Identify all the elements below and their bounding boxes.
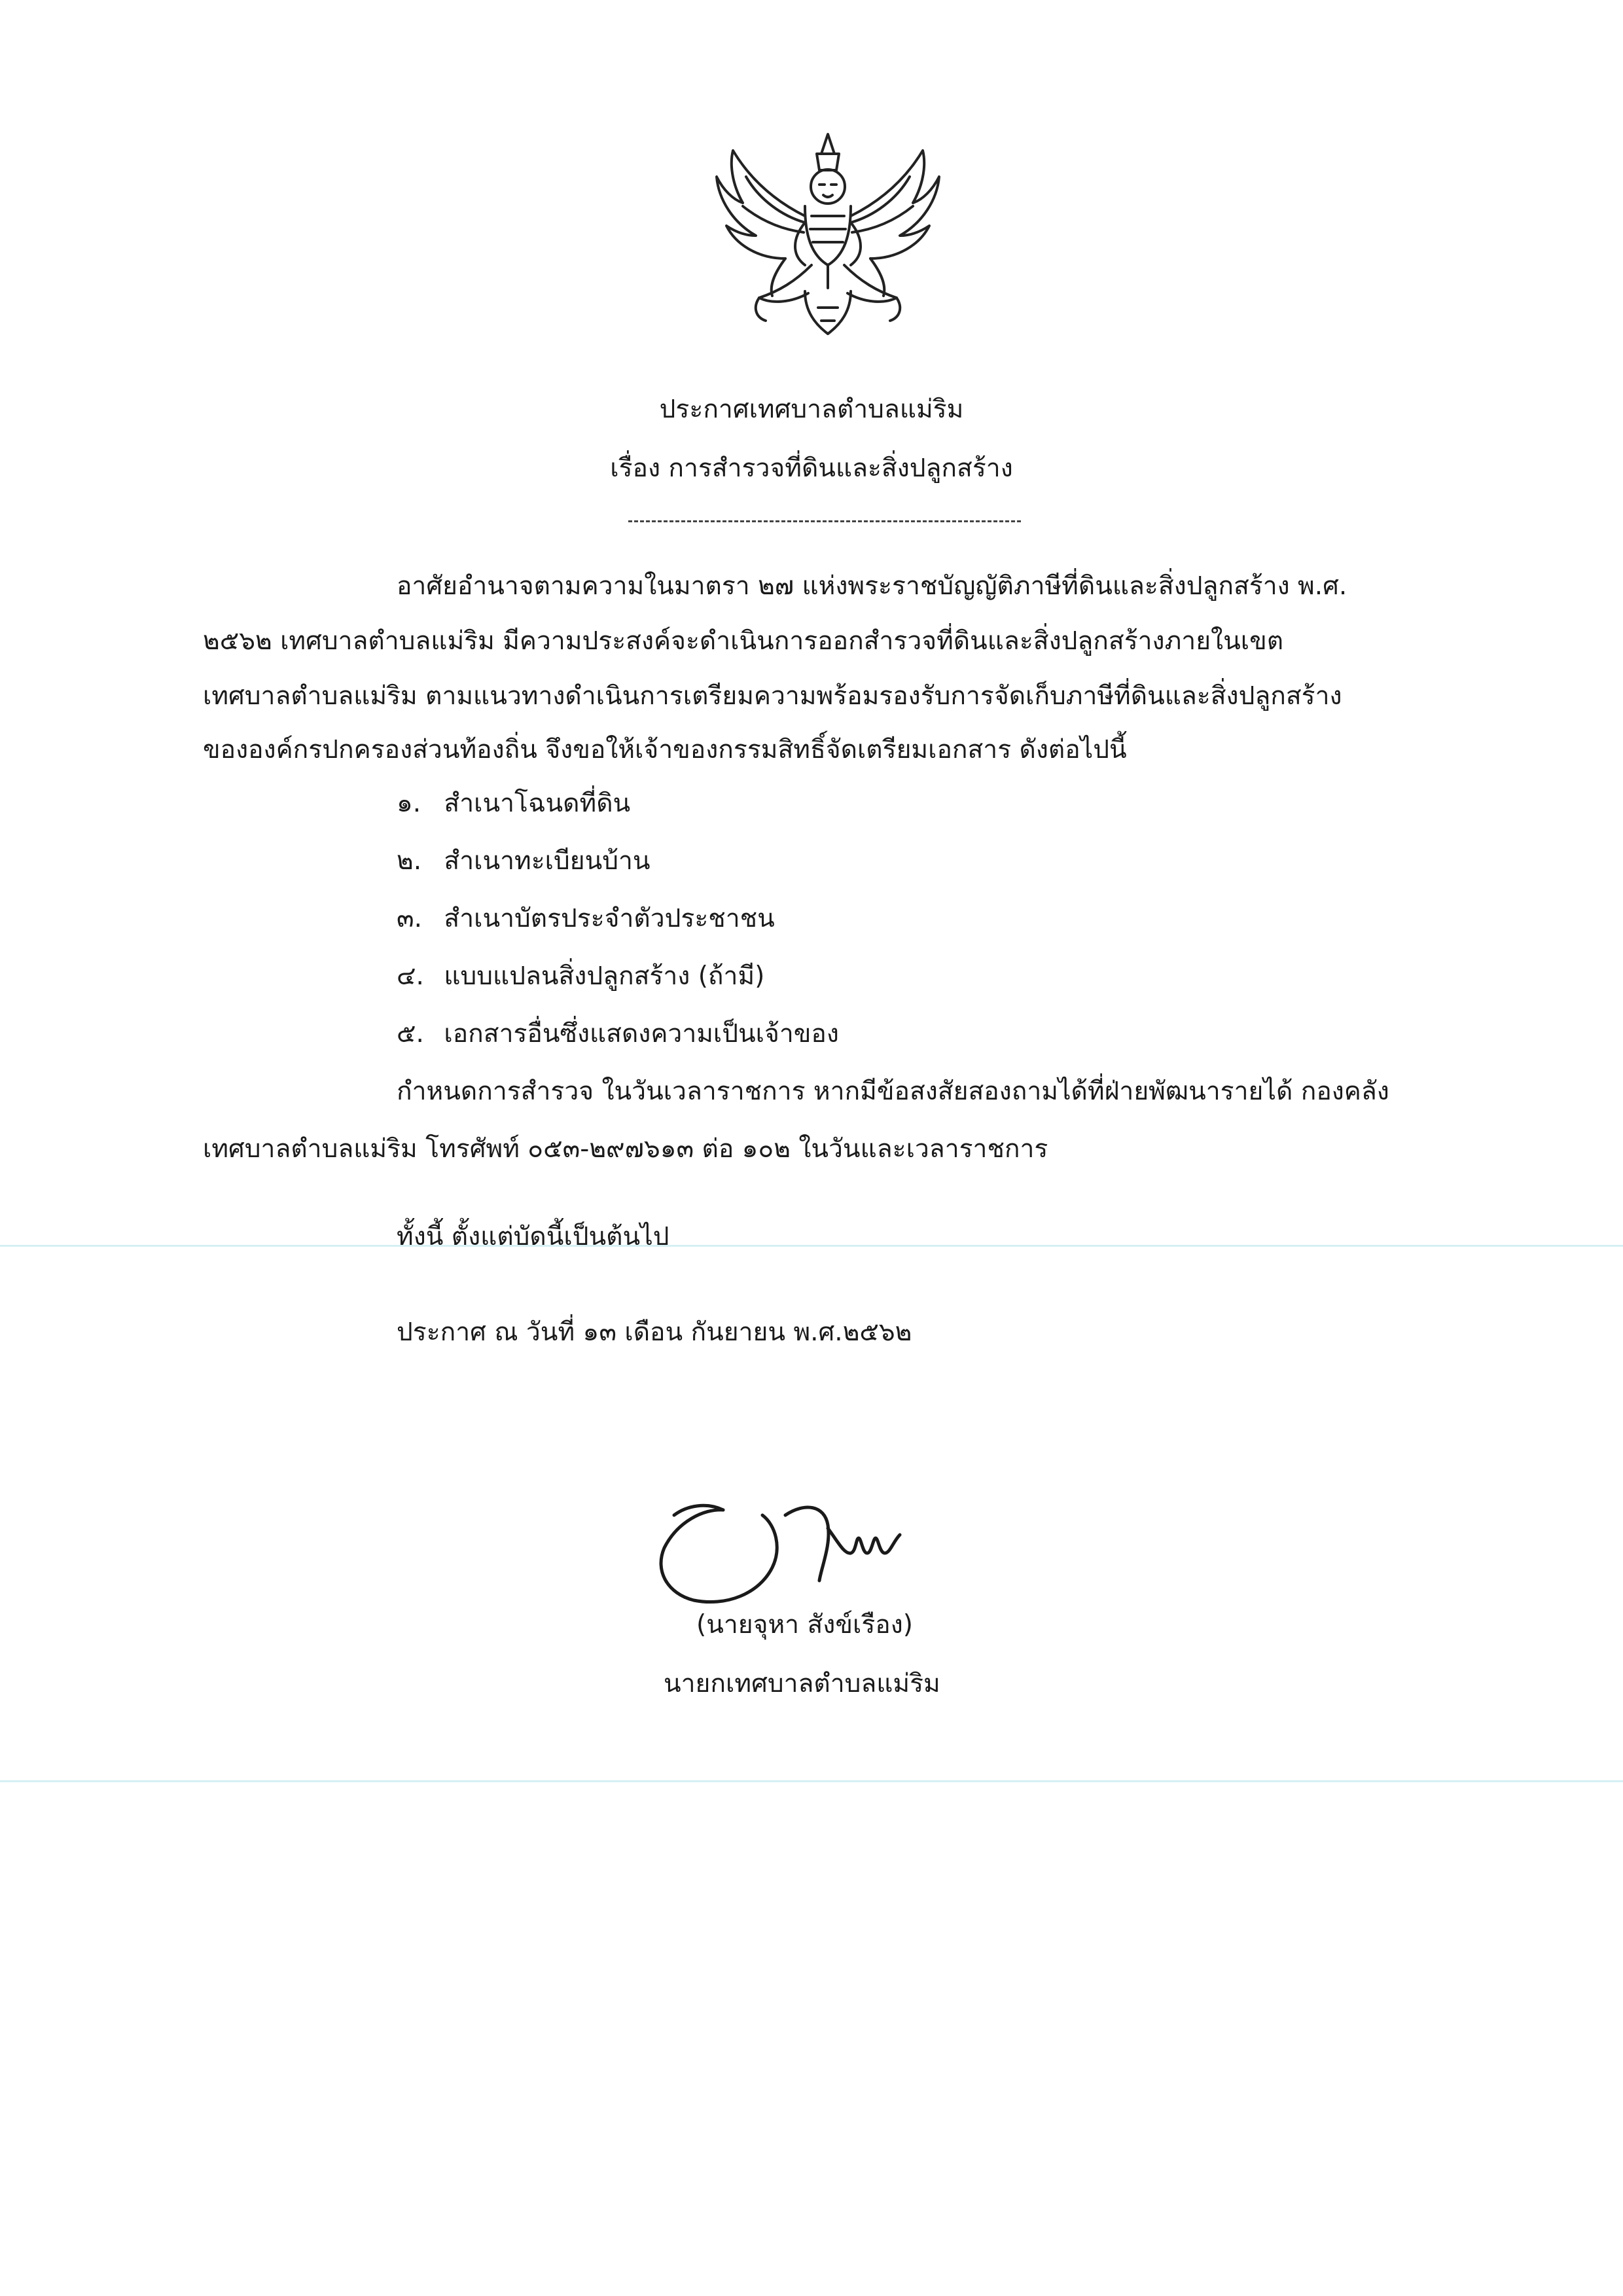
list-item-number: ๒. bbox=[397, 846, 422, 876]
list-item-number: ๓. bbox=[397, 904, 423, 933]
garuda-emblem-icon bbox=[707, 124, 949, 347]
para2-line1: กำหนดการสำรวจ ในวันเวลาราชการ หากมีข้อสงสัยสองถามได้ที่ฝ่ายพัฒนารายได้ กองคลัง bbox=[397, 1077, 1389, 1106]
list-item bbox=[397, 785, 630, 822]
list-item-number: ๑. bbox=[397, 789, 421, 818]
scan-artifact-line bbox=[0, 1780, 1623, 1782]
para1-line3: เทศบาลตำบลแม่ริม ตามแนวทางดำเนินการเตรียมความพร้อมรองรับการจัดเก็บภาษีที่ดินและสิ่งปลูกสร้าง bbox=[203, 681, 1342, 711]
para1-line1: อาศัยอำนาจตามความในมาตรา ๒๗ แห่งพระราชบัญญัติภาษีที่ดินและสิ่งปลูกสร้าง พ.ศ. bbox=[397, 571, 1347, 601]
effective-statement: ทั้งนี้ ตั้งแต่บัดนี้เป็นต้นไป bbox=[397, 1222, 669, 1251]
para1-line2: ๒๕๖๒ เทศบาลตำบลแม่ริม มีความประสงค์จะดำเนินการออกสำรวจที่ดินและสิ่งปลูกสร้างภายในเขต bbox=[203, 626, 1284, 656]
announcement-subject: เรื่อง การสำรวจที่ดินและสิ่งปลูกสร้าง bbox=[610, 454, 1013, 483]
scan-artifact-line bbox=[0, 1245, 1623, 1247]
list-item bbox=[397, 843, 651, 880]
list-item bbox=[397, 958, 764, 995]
list-item-text: สำเนาทะเบียนบ้าน bbox=[444, 846, 651, 876]
title-divider bbox=[628, 520, 1021, 522]
list-item-number: ๕. bbox=[397, 1019, 424, 1049]
para1-line4: ขององค์กรปกครองส่วนท้องถิ่น จึงขอให้เจ้าของกรรมสิทธิ์จัดเตรียมเอกสาร ดังต่อไปนี้ bbox=[203, 735, 1127, 764]
para2-line2: เทศบาลตำบลแม่ริม โทรศัพท์ ๐๕๓-๒๙๗๖๑๓ ต่อ ๑๐๒ ในวันและเวลาราชการ bbox=[203, 1134, 1048, 1164]
list-item bbox=[397, 901, 775, 937]
handwritten-signature bbox=[648, 1476, 975, 1613]
list-item bbox=[397, 1016, 839, 1052]
list-item-text: แบบแปลนสิ่งปลูกสร้าง (ถ้ามี) bbox=[444, 961, 765, 991]
list-item-text: สำเนาโฉนดที่ดิน bbox=[444, 789, 631, 818]
announcement-title: ประกาศเทศบาลตำบลแม่ริม bbox=[659, 395, 964, 424]
list-item-number: ๔. bbox=[397, 961, 424, 991]
announcement-date: ประกาศ ณ วันที่ ๑๓ เดือน กันยายน พ.ศ.๒๕๖๒ bbox=[397, 1318, 912, 1347]
list-item-text: สำเนาบัตรประจำตัวประชาชน bbox=[444, 904, 775, 933]
signatory-position: นายกเทศบาลตำบลแม่ริม bbox=[664, 1669, 940, 1698]
signatory-name: (นายจุหา สังข์เรือง) bbox=[696, 1610, 913, 1640]
list-item-text: เอกสารอื่นซึ่งแสดงความเป็นเจ้าของ bbox=[444, 1019, 839, 1049]
